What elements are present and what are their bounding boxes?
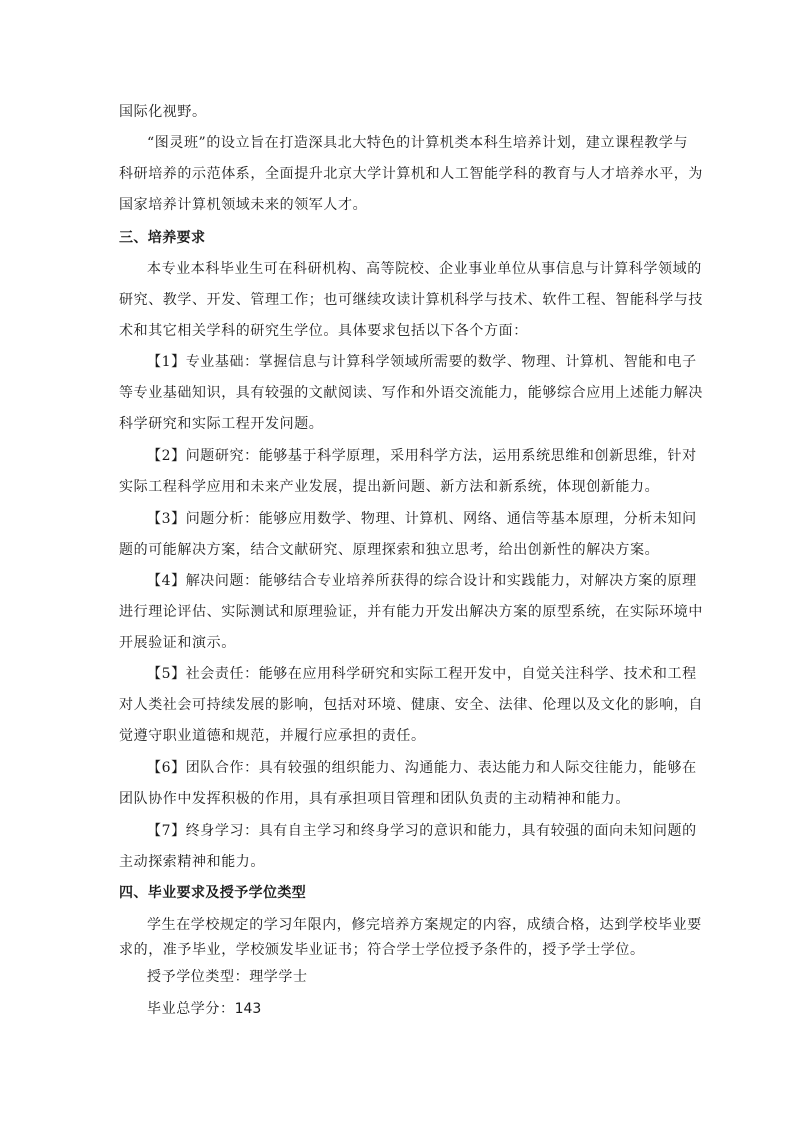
total-credits-line xyxy=(147,998,679,1020)
total-credits-value: 143 xyxy=(234,1001,262,1017)
degree-type-value: 理学学士 xyxy=(249,969,308,985)
text-line: 研究、教学、开发、管理工作；也可继续攻读计算机科学与技术、软件工程、智能科学与技 xyxy=(119,292,703,308)
requirement-line: 【4】解决问题：能够结合专业培养所获得的综合设计和实践能力，对解决方案的原理 xyxy=(147,573,697,589)
text-line: 科研培养的示范体系，全面提升北京大学计算机和人工智能学科的教育与人才培养水平，为 xyxy=(119,166,703,182)
requirement-line: 【7】终身学习：具有自主学习和终身学习的意识和能力，具有较强的面向未知问题的 xyxy=(147,823,697,839)
requirement-line: 团队协作中发挥积极的作用，具有承担项目管理和团队负责的主动精神和能力。 xyxy=(119,791,630,807)
requirement-line: 【2】问题研究：能够基于科学原理，采用科学方法，运用系统思维和创新思维，针对 xyxy=(147,448,697,464)
requirement-line: 进行理论评估、实际测试和原理验证，并有能力开发出解决方案的原型系统，在实际环境中 xyxy=(119,604,703,620)
requirement-line: 【5】社会责任：能够在应用科学研究和实际工程开发中，自觉关注科学、技术和工程 xyxy=(147,666,697,682)
text-line: 国际化视野。 xyxy=(119,104,207,120)
degree-type-label: 授予学位类型： xyxy=(147,969,250,985)
total-credits-label: 毕业总学分： xyxy=(147,1001,235,1017)
text-line: 本专业本科毕业生可在科研机构、高等院校、企业事业单位从事信息与计算科学领域的 xyxy=(147,261,702,277)
text-line: 学生在学校规定的学习年限内，修完培养方案规定的内容，成绩合格，达到学校毕业要 xyxy=(147,917,702,933)
requirement-line: 【6】团队合作：具有较强的组织能力、沟通能力、表达能力和人际交往能力，能够在 xyxy=(147,760,697,776)
requirement-line: 题的可能解决方案，结合文献研究、原理探索和独立思考，给出创新性的解决方案。 xyxy=(119,542,660,558)
requirement-line: 主动探索精神和能力。 xyxy=(119,854,265,870)
requirement-line: 科学研究和实际工程开发问题。 xyxy=(119,416,324,432)
requirement-line: 【3】问题分析：能够应用数学、物理、计算机、网络、通信等基本原理，分析未知问 xyxy=(147,511,697,527)
requirement-line: 开展验证和演示。 xyxy=(119,635,236,651)
requirement-line: 【1】专业基础：掌握信息与计算科学领域所需要的数学、物理、计算机、智能和电子 xyxy=(147,354,697,370)
section-heading: 四、毕业要求及授予学位类型 xyxy=(119,885,307,901)
text-line: 术和其它相关学科的研究生学位。具体要求包括以下各个方面： xyxy=(119,323,528,339)
requirement-line: 对人类社会可持续发展的影响，包括对环境、健康、安全、法律、伦理以及文化的影响，自 xyxy=(119,697,703,713)
text-line: 国家培养计算机领域未来的领军人才。 xyxy=(119,197,368,213)
text-line: “图灵班”的设立旨在打造深具北大特色的计算机类本科生培养计划，建立课程教学与 xyxy=(147,135,689,151)
requirement-line: 实际工程科学应用和未来产业发展，提出新问题、新方法和新系统，体现创新能力。 xyxy=(119,479,660,495)
text-line: 求的，准予毕业，学校颁发毕业证书；符合学士学位授予条件的，授予学士学位。 xyxy=(119,942,645,958)
section-heading: 三、培养要求 xyxy=(119,230,206,246)
degree-type-line xyxy=(147,966,679,988)
requirement-line: 等专业基础知识，具有较强的文献阅读、写作和外语交流能力，能够综合应用上述能力解决 xyxy=(119,385,703,401)
requirement-line: 觉遵守职业道德和规范，并履行应承担的责任。 xyxy=(119,728,426,744)
